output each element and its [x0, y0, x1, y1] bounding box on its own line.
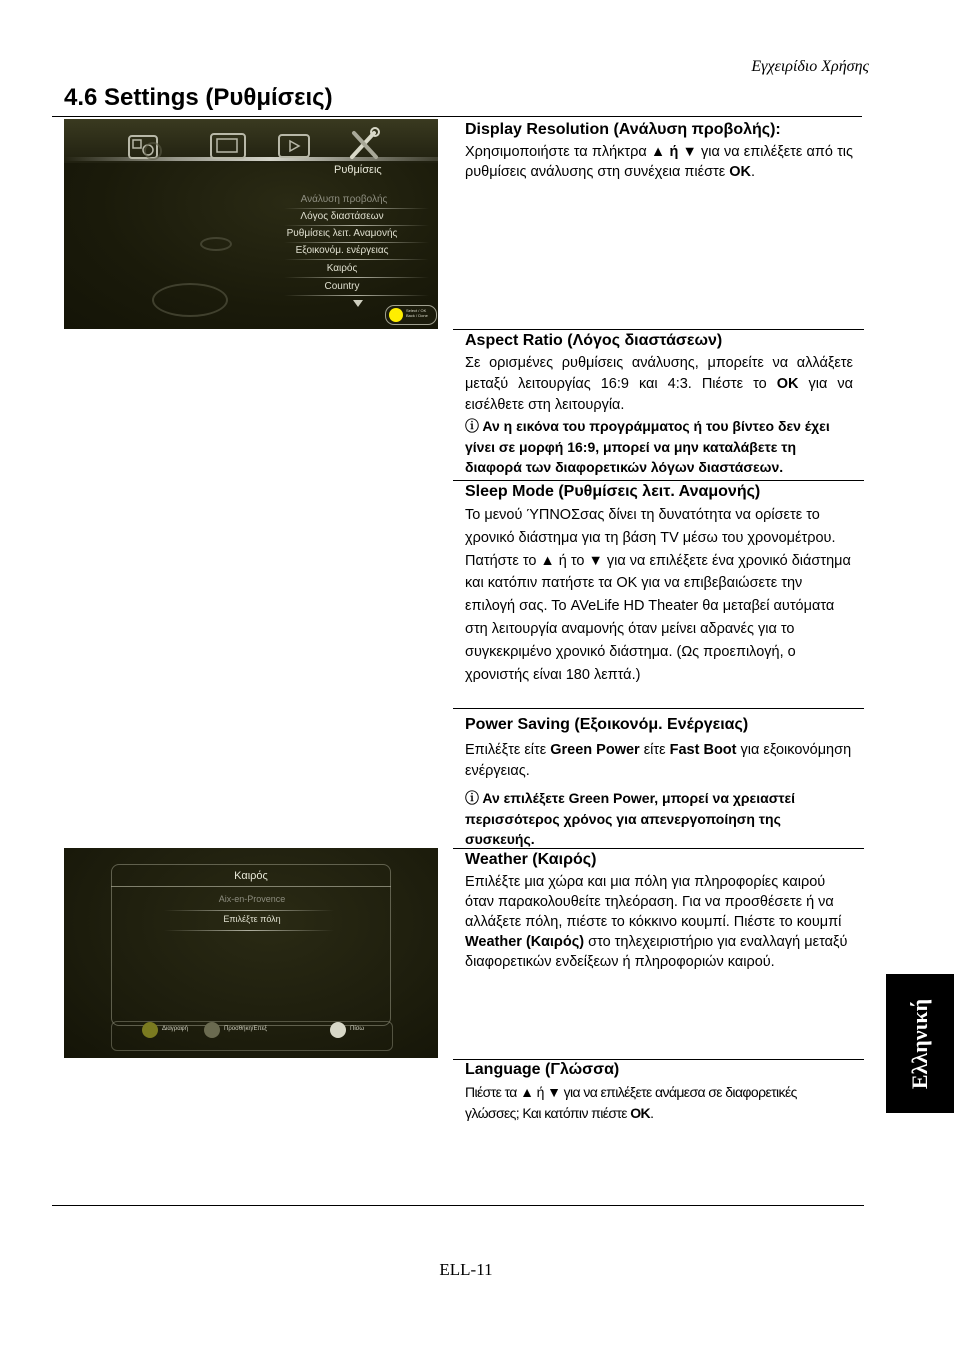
power-saving-heading: Power Saving (Εξοικονόμ. Ενέργειας): [465, 716, 749, 733]
title-rule: [52, 116, 862, 117]
tools-icon: [346, 127, 382, 161]
aspect-ratio-note: ⓘ Αν η εικόνα του προγράμματος ή του βίντεο δεν έχει γίνει σε μορφή 16:9, μπορεί να μην καταλάβετε τη διαφορά των διαφορετικών λόγων διαστάσεων.: [465, 418, 830, 475]
section-rule: [453, 708, 864, 709]
aspect-ratio-heading: Aspect Ratio (Λόγος διαστάσεων): [465, 332, 723, 349]
menu-separator: [284, 242, 429, 243]
weather-section: [465, 851, 853, 972]
menu-separator: [284, 225, 429, 226]
display-resolution-heading: Display Resolution (Ανάλυση προβολής):: [465, 121, 781, 138]
power-saving-text: Επιλέξτε είτε Green Power είτε Fast Boot για εξοικονόμηση ενέργειας.: [465, 742, 852, 779]
display-resolution-section: [465, 121, 853, 182]
add-edit-button-label: Προσθήκη/Επεξ: [224, 1026, 267, 1032]
running-head: Εγχειρίδιο Χρήσης: [751, 58, 869, 75]
section-rule: [453, 480, 864, 481]
footer-rule: [52, 1205, 864, 1206]
weather-title: Καιρός: [234, 870, 268, 882]
select-city-item[interactable]: Επιλέξτε πόλη: [223, 914, 281, 924]
section-rule: [453, 848, 864, 849]
weather-panel: [111, 864, 391, 1026]
sleep-mode-section: [465, 483, 853, 686]
menu-item-country[interactable]: Country: [324, 281, 360, 292]
sleep-mode-text: Το μενού ΎΠΝΟΣσας δίνει τη δυνατότητα να ορίσετε το χρονικό διάστημα για τη βάση TV μέσω του χρονομέτρου.: [465, 507, 836, 546]
menu-item-aspect-ratio[interactable]: Λόγος διαστάσεων: [300, 211, 384, 222]
menu-item-sleep-mode[interactable]: Ρυθμίσεις λειτ. Αναμονής: [286, 228, 398, 239]
settings-menu-title: Ρυθμίσεις: [334, 164, 382, 176]
section-rule: [453, 1059, 864, 1060]
language-text: Πιέστε τα ▲ ή ▼ για να επιλέξετε ανάμεσα σε διαφορετικές γλώσσες; Και κατόπιν πιέστε OK.: [465, 1084, 797, 1121]
aspect-ratio-text: Σε ορισμένες ρυθμίσεις ανάλυσης, μπορείτε να αλλάξετε μεταξύ λειτουργίας 16:9 και 4:3. Πιέστε το OK για να εισέλθετε στη λειτουργία.: [465, 355, 854, 413]
weather-separator: [164, 930, 334, 931]
menu-item-power-saving[interactable]: Εξοικονόμ. ενέργειας: [295, 245, 389, 256]
power-saving-section: [465, 716, 853, 850]
weather-text: Επιλέξτε μια χώρα και μια πόλη για πληροφορίες καιρού όταν παρακολουθείτε τηλεόραση. Για να προσθέσετε ή να αλλάξετε πόλη, πιέστε το κόκκινο κουμπί. Πιέστε το κουμπί Weather (Καιρός) στο τηλεχειριστήριο για εναλλαγή μεταξύ διαφορετικών ενδείξεων ή πληροφοριών καιρού.: [465, 874, 848, 970]
sleep-mode-heading: Sleep Mode (Ρυθμίσεις λειτ. Αναμονής): [465, 483, 761, 500]
menu-separator: [284, 259, 429, 260]
back-button-icon[interactable]: [330, 1022, 346, 1038]
tv-icon: [210, 133, 246, 159]
display-resolution-text: Χρησιμοποιήστε τα πλήκτρα ▲ ή ▼ για να επιλέξετε από τις ρυθμίσεις ανάλυσης στη συνέχεια πιέστε OK.: [465, 144, 854, 180]
section-title: 4.6 Settings (Ρυθμίσεις): [64, 84, 333, 111]
info-icon: ⓘ: [465, 418, 479, 434]
language-side-tab: [886, 974, 954, 1113]
weather-city[interactable]: Aix-en-Provence: [218, 894, 286, 904]
aspect-ratio-section: [465, 332, 853, 478]
page-number: ELL-11: [439, 1260, 493, 1279]
weather-heading: Weather (Καιρός): [465, 851, 597, 868]
yellow-button-icon: [389, 308, 403, 322]
sleep-mode-text-2: Πατήστε το ▲ ή το ▼ για να επιλέξετε ένα χρονικό διάστημα και κατόπιν πατήστε τα OK για να επιβεβαιώσετε την επιλογή σας. Το AVeLife HD Theater θα μεταβεί αυτόματα στη λειτουργία αναμονής όταν μείνει αδρανές για το συγκεκριμένο χρονικό διάστημα. (Ως προεπιλογή, ο χρονιστής είναι 180 λεπτά.): [465, 552, 851, 683]
settings-menu-screenshot: [64, 119, 438, 329]
language-section: [465, 1061, 853, 1124]
info-icon: ⓘ: [465, 790, 479, 806]
language-heading: Language (Γλώσσα): [465, 1061, 620, 1078]
ok-hint: [385, 305, 437, 325]
video-icon: [278, 134, 310, 158]
power-saving-note: ⓘ Αν επιλέξετε Green Power, μπορεί να χρειαστεί περισσότερος χρόνος για απενεργοποίηση της συσκευής.: [465, 790, 796, 847]
scroll-down-icon[interactable]: [353, 300, 363, 307]
weather-separator: [164, 910, 334, 911]
menu-item-weather[interactable]: Καιρός: [326, 263, 358, 274]
weather-title-rule: [111, 886, 391, 887]
disc-icon: [144, 142, 162, 160]
background-disc: [152, 283, 228, 317]
back-button-label: Πίσω: [350, 1026, 365, 1032]
delete-button-icon[interactable]: [142, 1022, 158, 1038]
menu-separator: [284, 295, 429, 296]
side-tab-label: Ελληνική: [907, 998, 932, 1089]
section-rule: [453, 329, 864, 330]
menu-item-display-resolution[interactable]: Ανάλυση προβολής: [300, 194, 388, 205]
weather-screenshot: [64, 848, 438, 1058]
add-edit-button-icon[interactable]: [204, 1022, 220, 1038]
menu-separator: [284, 208, 429, 209]
delete-button-label: Διαγραφή: [162, 1026, 188, 1032]
background-disc-small: [200, 237, 232, 251]
ok-hint-label: Select / OK Back / Done: [406, 308, 428, 318]
menu-separator: [284, 277, 429, 278]
